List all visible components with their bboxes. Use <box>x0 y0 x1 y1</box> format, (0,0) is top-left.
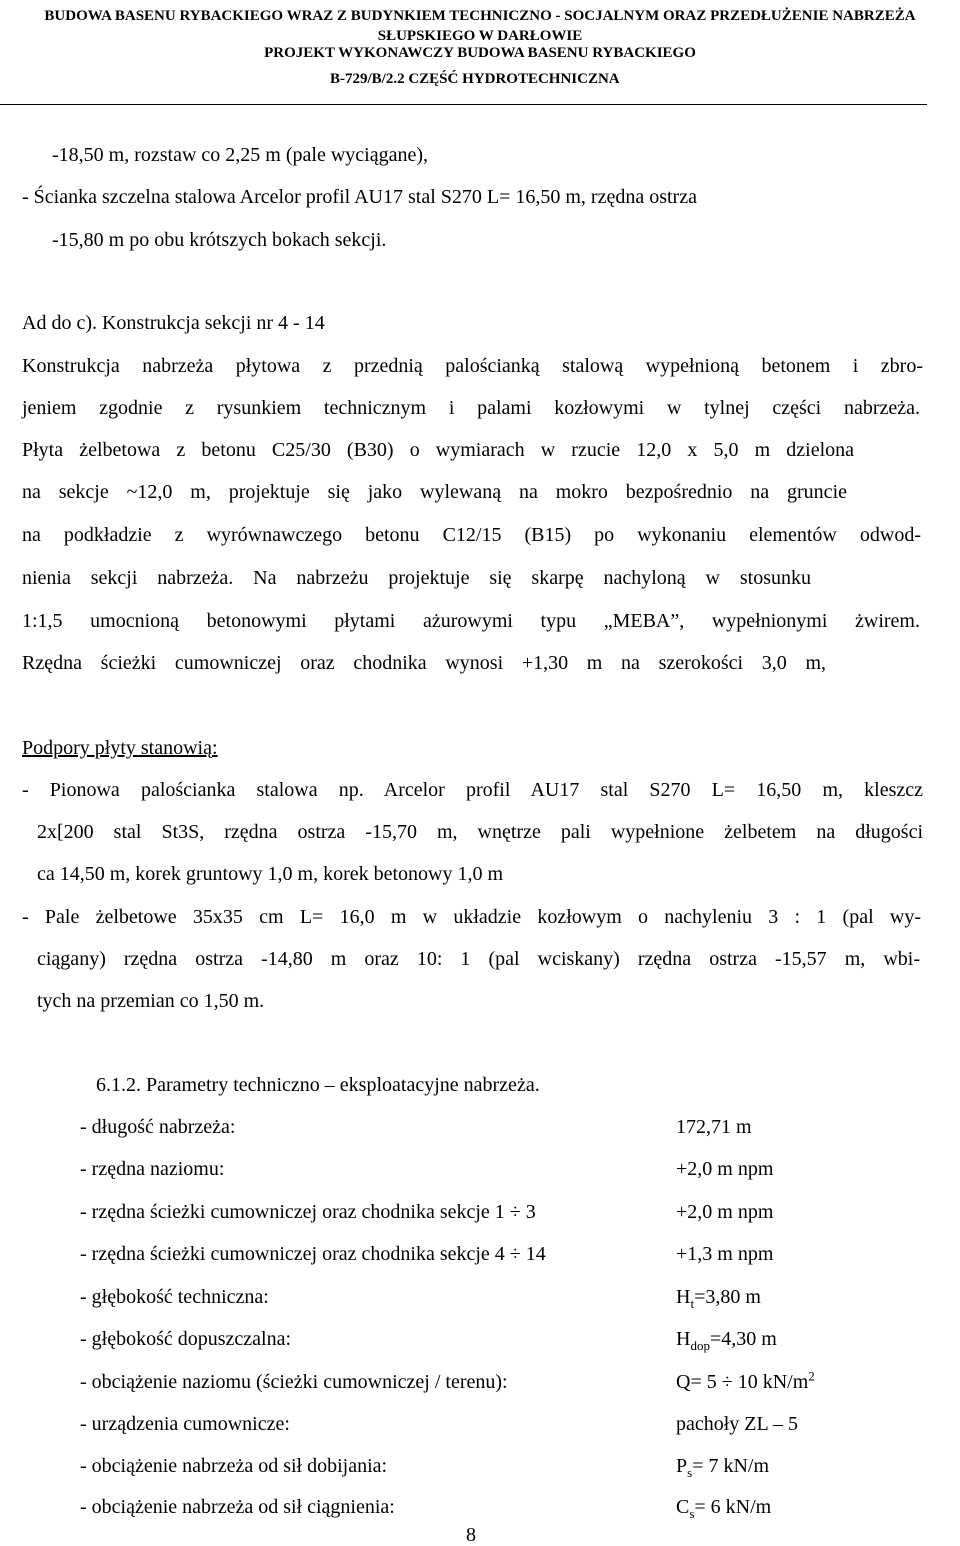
param-value: +2,0 m npm <box>676 1158 774 1180</box>
text-line: -15,80 m po obu krótszych bokach sekcji. <box>52 229 387 251</box>
page-number: 8 <box>466 1524 476 1546</box>
param-value: pachoły ZL – 5 <box>676 1413 799 1435</box>
header-project-line: PROJEKT WYKONAWCZY BUDOWA BASENU RYBACKIEGO <box>264 45 696 61</box>
param-label: - urządzenia cumownicze: <box>80 1413 290 1435</box>
param-value: $C_s= 6$ kN/m <box>676 1496 772 1521</box>
param-value: $P_s= 7$ kN/m <box>676 1455 770 1480</box>
header-title-line: BUDOWA BASENU RYBACKIEGO WRAZ Z BUDYNKIEM TECHNICZNO - SOCJALNYM ORAZ PRZEDŁUŻENIE NABRZEŻA <box>44 8 916 24</box>
bullet-line: ca 14,50 m, korek gruntowy 1,0 m, korek betonowy 1,0 m <box>37 863 504 885</box>
param-label: - obciążenie naziomu (ścieżki cumowniczej / terenu): <box>80 1371 508 1393</box>
text-line: -18,50 m, rozstaw co 2,25 m (pale wyciągane), <box>52 144 428 166</box>
section-title: 6.1.2. Parametry techniczno – eksploatacyjne nabrzeża. <box>96 1074 540 1096</box>
param-value: +2,0 m npm <box>676 1201 774 1223</box>
param-value: +1,3 m npm <box>676 1243 774 1265</box>
paragraph-line: jeniem zgodnie z rysunkiem technicznym i palami kozłowymi w tylnej części nabrzeża. <box>22 397 920 419</box>
param-value: $H_{dop}=4,30$ m <box>676 1328 777 1353</box>
bullet-line: - Pionowa palościanka stalowa np. Arcelor profil AU17 stal S270 L= 16,50 m, kleszcz <box>22 779 923 801</box>
param-label: - rzędna ścieżki cumowniczej oraz chodnika sekcje 4 ÷ 14 <box>80 1243 546 1265</box>
bullet-line: ciągany) rzędna ostrza -14,80 m oraz 10: 1 (pal wciskany) rzędna ostrza -15,57 m, wbi- <box>37 948 920 970</box>
param-value: 172,71 m <box>676 1116 752 1138</box>
bullet-line: - Pale żelbetowe 35x35 cm L= 16,0 m w układzie kozłowym o nachyleniu 3 : 1 (pal wy- <box>22 906 921 928</box>
header-divider <box>0 104 927 105</box>
bullet-line: 2x[200 stal St3S, rzędna ostrza -15,70 m, wnętrze pali wypełnione żelbetem na długości <box>37 821 923 843</box>
bullet-line: tych na przemian co 1,50 m. <box>37 990 265 1012</box>
paragraph-line: 1:1,5 umocnioną betonowymi płytami ażurowymi typu „MEBA”, wypełnionymi żwirem. <box>22 610 920 632</box>
paragraph-line: Rzędna ścieżki cumowniczej oraz chodnika wynosi +1,30 m na szerokości 3,0 m, <box>22 652 826 674</box>
param-label: - rzędna naziomu: <box>80 1158 225 1180</box>
param-value: $H_t=3,80$ m <box>676 1286 761 1311</box>
param-label: - obciążenie nabrzeża od sił ciągnienia: <box>80 1496 395 1518</box>
param-label: - rzędna ścieżki cumowniczej oraz chodnika sekcje 1 ÷ 3 <box>80 1201 536 1223</box>
param-label: - obciążenie nabrzeża od sił dobijania: <box>80 1455 388 1477</box>
supports-heading: Podpory płyty stanowią: <box>22 737 218 759</box>
text-line: - Ścianka szczelna stalowa Arcelor profil AU17 stal S270 L= 16,50 m, rzędna ostrza <box>22 186 697 208</box>
paragraph-line: Konstrukcja nabrzeża płytowa z przednią palościanką stalową wypełnioną betonem i zbro- <box>22 355 923 377</box>
subsection-heading: Ad do c). Konstrukcja sekcji nr 4 - 14 <box>22 312 325 334</box>
param-label: - głębokość dopuszczalna: <box>80 1328 292 1350</box>
paragraph-line: na sekcje ~12,0 m, projektuje się jako wylewaną na mokro bezpośrednio na gruncie <box>22 481 847 503</box>
param-label: - długość nabrzeża: <box>80 1116 236 1138</box>
paragraph-line: na podkładzie z wyrównawczego betonu C12/15 (B15) po wykonaniu elementów odwod- <box>22 524 921 546</box>
header-code-line: B-729/B/2.2 CZĘŚĆ HYDROTECHNICZNA <box>330 71 620 87</box>
param-label: - głębokość techniczna: <box>80 1286 269 1308</box>
param-value: Q= 5 ÷ 10 $kN/m^2$ <box>676 1368 815 1393</box>
header-title-line: SŁUPSKIEGO W DARŁOWIE <box>377 28 583 44</box>
paragraph-line: Płyta żelbetowa z betonu C25/30 (B30) o wymiarach w rzucie 12,0 x 5,0 m dzielona <box>22 439 854 461</box>
paragraph-line: nienia sekcji nabrzeża. Na nabrzeżu projektuje się skarpę nachyloną w stosunku <box>22 567 811 589</box>
